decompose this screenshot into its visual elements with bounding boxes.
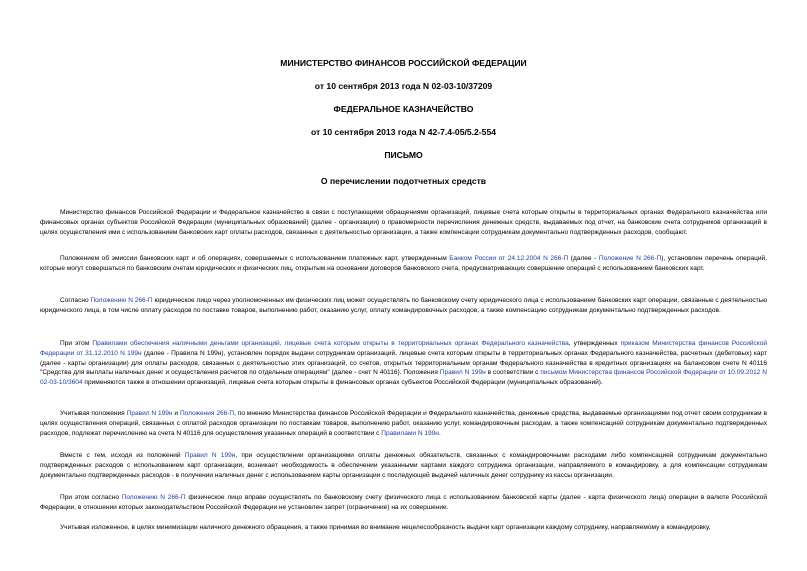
paragraph-6	[40, 451, 767, 480]
paragraph-text: Вместе с тем, исходя из положений	[60, 452, 185, 459]
link-pravila-cash[interactable]: Правилами обеспечения наличными деньгами организаций, лицевые счета которым открыты в территориальных органах Федерального казначейства	[92, 340, 569, 347]
paragraph-text: ), установлен перечень операций, которые могут совершаться по банковским счетам юридических и физических лиц, открытым на основании договоров банковского счета, предусматривающих совершение операций с использованием банковских карт.	[40, 255, 767, 272]
paragraph-7	[40, 493, 767, 513]
ministry-date: от 10 сентября 2013 года N 02-03-10/37209	[314, 81, 493, 91]
paragraph-1	[40, 208, 767, 237]
paragraph-text: , утвержденных	[568, 340, 621, 347]
paragraph-text: При этом согласно	[60, 494, 122, 501]
paragraph-text: , при осуществлении организациями оплаты денежных обязательств, связанных с командировочными расходами либо компенсацией сотрудникам документально подтвержденных расходов с использованием карт организации, возникает необходимость в обеспечении указанными картами каждого сотрудника организации, направляемого в командировку, а для компенсации сотрудникам документально подтвержденных расходов - в получении наличных денег с использованием карты организации с последующей выдачей наличных денег сотруднику из кассы организации.	[40, 452, 767, 479]
paragraph-8	[40, 523, 767, 533]
link-polozhenie-266p[interactable]: Положение N 266-П	[598, 255, 662, 262]
link-polozhenie-266p[interactable]: Положения 266-П	[179, 410, 235, 417]
link-polozhenie-266p[interactable]: Положению N 266-П	[121, 494, 186, 501]
paragraph-text: физическое лицо вправе осуществлять по банковскому счету физического лица с использованием банковской карты (далее - карта физического лица) операции в валюте Российской Федерации, в отношении которых законодательством Российской Федерации не установлен запрет (ограничение) на их совершение.	[40, 494, 767, 511]
paragraph-text: Согласно	[60, 297, 91, 304]
paragraph-text: , по мнению Министерства финансов Российской Федерации и Федерального казначейства, денежные средства, выдаваемые организациями под отчет своим сотрудникам в целях осуществления операций, связанных с оплатой расходов организации по поставкам товаров, выполнению работ, оказанию услуг, командировочным расходам, а также компенсацией сотрудникам документально подтвержденных расходов, подлежат перечислению на счета N 40116 для осуществления указанных операций в соответствии с	[40, 410, 767, 437]
paragraph-text: При этом	[60, 340, 93, 347]
link-pravila-199n[interactable]: Правил N 199н	[439, 369, 486, 377]
paragraph-text: юридическое лицо через уполномоченных им физических лиц может осуществлять по банковскому счету юридического лица с использованием банковских карт операции, связанные с деятельностью юридического лица, в том числе оплату расходов по поставке товаров, выполнению работ, оказанию услуг, оплату командировочных расходов, а также компенсацию сотрудникам документально подтвержденных расходов.	[40, 297, 767, 314]
link-pravila-199n[interactable]: Правилами N 199н	[381, 429, 439, 437]
paragraph-text: и	[172, 410, 180, 417]
paragraph-text: Учитывая изложенное, в целях минимизации наличного денежного обращения, а также принимая во внимание нецелесообразность выдачи карт организации каждому сотруднику, направляемому в командировку,	[60, 524, 711, 531]
paragraph-text: .	[438, 429, 441, 437]
paragraph-text: Положением об эмиссии банковских карт и об операциях, совершаемых с использованием платежных карт, утвержденным	[60, 255, 450, 262]
treasury-date: от 10 сентября 2013 года N 42-7.4-05/5.2-554	[310, 127, 497, 137]
document-subject: О перечислении подотчетных средств	[320, 176, 487, 186]
link-pismo-minfin[interactable]: письмом Министерства финансов Российской Федерации от 10.09.2012 N 02-03-10/3604	[40, 369, 768, 387]
document-type: ПИСЬМО	[384, 150, 423, 160]
treasury-title: ФЕДЕРАЛЬНОЕ КАЗНАЧЕЙСТВО	[333, 104, 474, 114]
paragraph-text: (далее -	[568, 255, 599, 262]
paragraph-text: (далее - Правила N 199н), установлен порядок выдачи сотрудникам организаций, лицевые счета которым открыты в территориальных органах Федерального казначейства, расчетных (дебетовых) карт (далее - карты организации) для оплаты расходов, связанных с деятельностью этих организаций, со счетов, открытых территориальным органам Федерального казначейства в кредитных организациях на балансовом счете N 40116 "Средства для выплаты наличных денег и осуществления расчетов по отдельным операциям" (далее - счет N 40116). Положения	[40, 349, 767, 377]
paragraph-3	[40, 296, 767, 316]
link-pravila-199n[interactable]: Правил N 199н	[184, 452, 236, 459]
paragraph-text: Учитывая положения	[60, 410, 127, 417]
paragraph-text: Министерство финансов Российской Федерации и Федеральное казначейство в связи с поступающими обращениями организаций, лицевые счета которым открыты в территориальных органах Федерального казначейства или финансовых органах субъектов Российской Федерации (муниципальных образований) (далее - организации) о правомерности перечисления денежных средств, выдаваемых под отчет, на банковские счета сотрудников организаций в целях осуществления ими с использованием банковских карт оплаты расходов, связанных с деятельностью организации, а также компенсации сотрудникам документально подтвержденных расходов, сообщают.	[40, 209, 767, 236]
paragraph-text: применяются также в отношении организаций, лицевые счета которым открыты в финансовых органах субъектов Российской Федерации (муниципальных образований).	[82, 379, 603, 387]
link-bank-of-russia-266p[interactable]: Банком России от 24.12.2004 N 266-П	[449, 255, 569, 262]
link-pravila-199n[interactable]: Правил N 199н	[126, 410, 173, 417]
paragraph-2	[40, 254, 767, 274]
paragraph-4	[40, 339, 767, 388]
paragraph-text: в соответствии с	[485, 369, 541, 377]
ministry-title: МИНИСТЕРСТВО ФИНАНСОВ РОССИЙСКОЙ ФЕДЕРАЦИИ	[280, 58, 527, 68]
paragraph-5	[40, 409, 767, 438]
link-polozhenie-266p[interactable]: Положению N 266-П	[90, 297, 153, 304]
link-prikaz-199n[interactable]: приказом Министерства финансов Российской Федерации от 31.12.2010 N 199н	[40, 340, 768, 357]
